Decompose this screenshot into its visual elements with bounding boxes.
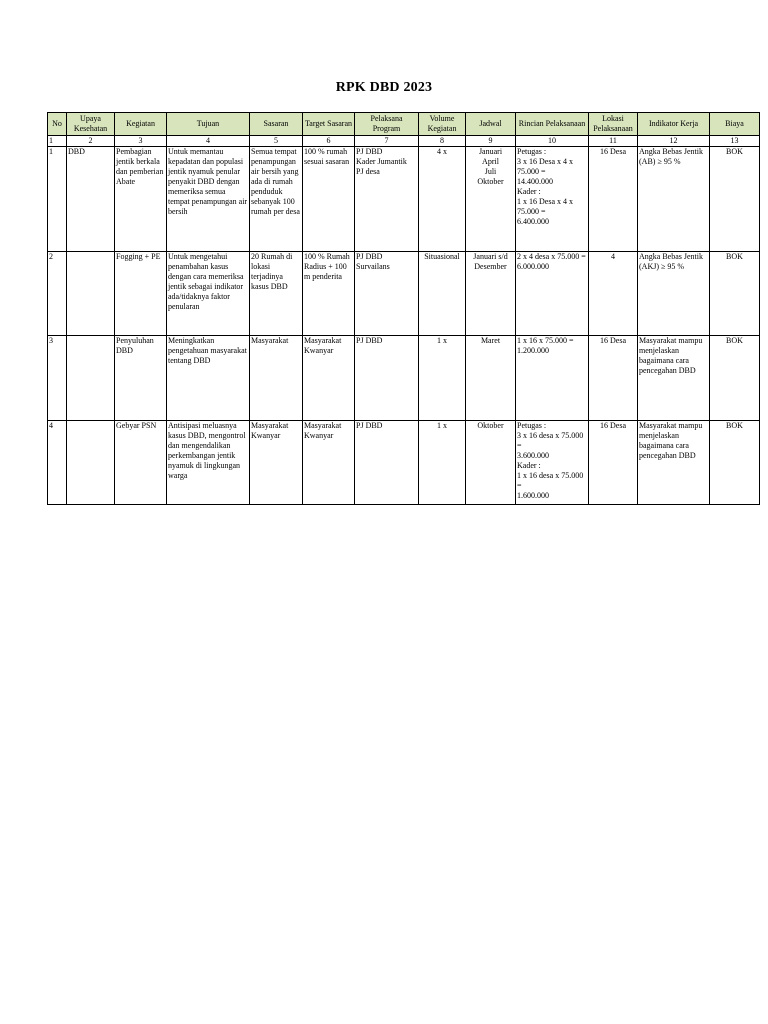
cell-upaya (67, 336, 115, 421)
header-cell: Pelaksana Program (355, 113, 419, 136)
cell-target: 100 % Rumah Radius + 100 m penderita (303, 252, 355, 336)
table-row (48, 336, 760, 421)
cell-pelaksana: PJ DBD Survailans (355, 252, 419, 336)
cell-jadwal: Oktober (466, 421, 516, 505)
header-cell: Tujuan (167, 113, 250, 136)
cell-rincian: Petugas : 3 x 16 Desa x 4 x 75.000 = 14.400.000 Kader : 1 x 16 Desa x 4 x 75.000 = 6.400.000 (516, 147, 589, 252)
header-cell: Biaya (710, 113, 760, 136)
cell-sasaran: 20 Rumah di lokasi terjadinya kasus DBD (250, 252, 303, 336)
cell-tujuan: Untuk memantau kepadatan dan populasi jentik nyamuk penular penyakit DBD dengan memeriksa semua tempat penampungan air bersih (167, 147, 250, 252)
cell-biaya: BOK (710, 421, 760, 505)
cell-sasaran: Masyarakat (250, 336, 303, 421)
column-number: 2 (67, 136, 115, 147)
column-number: 9 (466, 136, 516, 147)
column-number-row (48, 136, 760, 147)
header-cell: Volume Kegiatan (419, 113, 466, 136)
cell-biaya: BOK (710, 147, 760, 252)
cell-target: 100 % rumah sesuai sasaran (303, 147, 355, 252)
cell-indikator: Masyarakat mampu menjelaskan bagaimana cara pencegahan DBD (638, 421, 710, 505)
cell-sasaran: Semua tempat penampungan air bersih yang ada di rumah penduduk sebanyak 100 rumah per desa (250, 147, 303, 252)
column-number: 7 (355, 136, 419, 147)
cell-volume: 4 x (419, 147, 466, 252)
cell-biaya: BOK (710, 336, 760, 421)
cell-jadwal: Januari April Juli Oktober (466, 147, 516, 252)
cell-no: 3 (48, 336, 67, 421)
header-cell: Indikator Kerja (638, 113, 710, 136)
cell-indikator: Angka Bebas Jentik (AB) ≥ 95 % (638, 147, 710, 252)
cell-kegiatan: Gebyar PSN (115, 421, 167, 505)
cell-tujuan: Antisipasi meluasnya kasus DBD, mengontrol dan mengendalikan perkembangan jentik nyamuk di lingkungan warga (167, 421, 250, 505)
cell-no: 2 (48, 252, 67, 336)
header-cell: Upaya Kesehatan (67, 113, 115, 136)
cell-volume: Situasional (419, 252, 466, 336)
column-number: 8 (419, 136, 466, 147)
cell-indikator: Masyarakat mampu menjelaskan bagaimana cara pencegahan DBD (638, 336, 710, 421)
column-number: 5 (250, 136, 303, 147)
cell-tujuan: Meningkatkan pengetahuan masyarakat tentang DBD (167, 336, 250, 421)
cell-lokasi: 16 Desa (589, 336, 638, 421)
column-number: 11 (589, 136, 638, 147)
cell-lokasi: 16 Desa (589, 147, 638, 252)
column-number: 4 (167, 136, 250, 147)
header-cell: No (48, 113, 67, 136)
rpk-table (47, 112, 760, 505)
document-title: RPK DBD 2023 (335, 80, 433, 95)
column-number: 10 (516, 136, 589, 147)
header-row (48, 113, 760, 136)
table-row (48, 147, 760, 252)
cell-sasaran: Masyarakat Kwanyar (250, 421, 303, 505)
cell-upaya: DBD (67, 147, 115, 252)
cell-kegiatan: Penyuluhan DBD (115, 336, 167, 421)
cell-target: Masyarakat Kwanyar (303, 336, 355, 421)
column-number: 1 (48, 136, 67, 147)
cell-rincian: 2 x 4 desa x 75.000 = 6.000.000 (516, 252, 589, 336)
header-cell: Jadwal (466, 113, 516, 136)
column-number: 13 (710, 136, 760, 147)
cell-lokasi: 16 Desa (589, 421, 638, 505)
cell-target: Masyarakat Kwanyar (303, 421, 355, 505)
cell-pelaksana: PJ DBD Kader Jumantik PJ desa (355, 147, 419, 252)
cell-upaya (67, 421, 115, 505)
header-cell: Lokasi Pelaksanaan (589, 113, 638, 136)
cell-rincian: Petugas : 3 x 16 desa x 75.000 = 3.600.000 Kader : 1 x 16 desa x 75.000 = 1.600.000 (516, 421, 589, 505)
column-number: 6 (303, 136, 355, 147)
column-number: 3 (115, 136, 167, 147)
cell-rincian: 1 x 16 x 75.000 = 1.200.000 (516, 336, 589, 421)
cell-kegiatan: Fogging + PE (115, 252, 167, 336)
column-number: 12 (638, 136, 710, 147)
table-row (48, 421, 760, 505)
cell-biaya: BOK (710, 252, 760, 336)
header-cell: Sasaran (250, 113, 303, 136)
cell-kegiatan: Pembagian jentik berkala dan pemberian Abate (115, 147, 167, 252)
cell-tujuan: Untuk mengetahui penambahan kasus dengan cara memeriksa jentik sebagai indikator ada/tidaknya faktor penularan (167, 252, 250, 336)
cell-upaya (67, 252, 115, 336)
header-cell: Rincian Pelaksanaan (516, 113, 589, 136)
cell-no: 4 (48, 421, 67, 505)
table-row (48, 252, 760, 336)
cell-indikator: Angka Bebas Jentik (AKJ) ≥ 95 % (638, 252, 710, 336)
cell-pelaksana: PJ DBD (355, 421, 419, 505)
header-cell: Kegiatan (115, 113, 167, 136)
cell-pelaksana: PJ DBD (355, 336, 419, 421)
cell-jadwal: Maret (466, 336, 516, 421)
cell-volume: 1 x (419, 421, 466, 505)
header-cell: Target Sasaran (303, 113, 355, 136)
cell-lokasi: 4 (589, 252, 638, 336)
cell-jadwal: Januari s/d Desember (466, 252, 516, 336)
cell-no: 1 (48, 147, 67, 252)
cell-volume: 1 x (419, 336, 466, 421)
